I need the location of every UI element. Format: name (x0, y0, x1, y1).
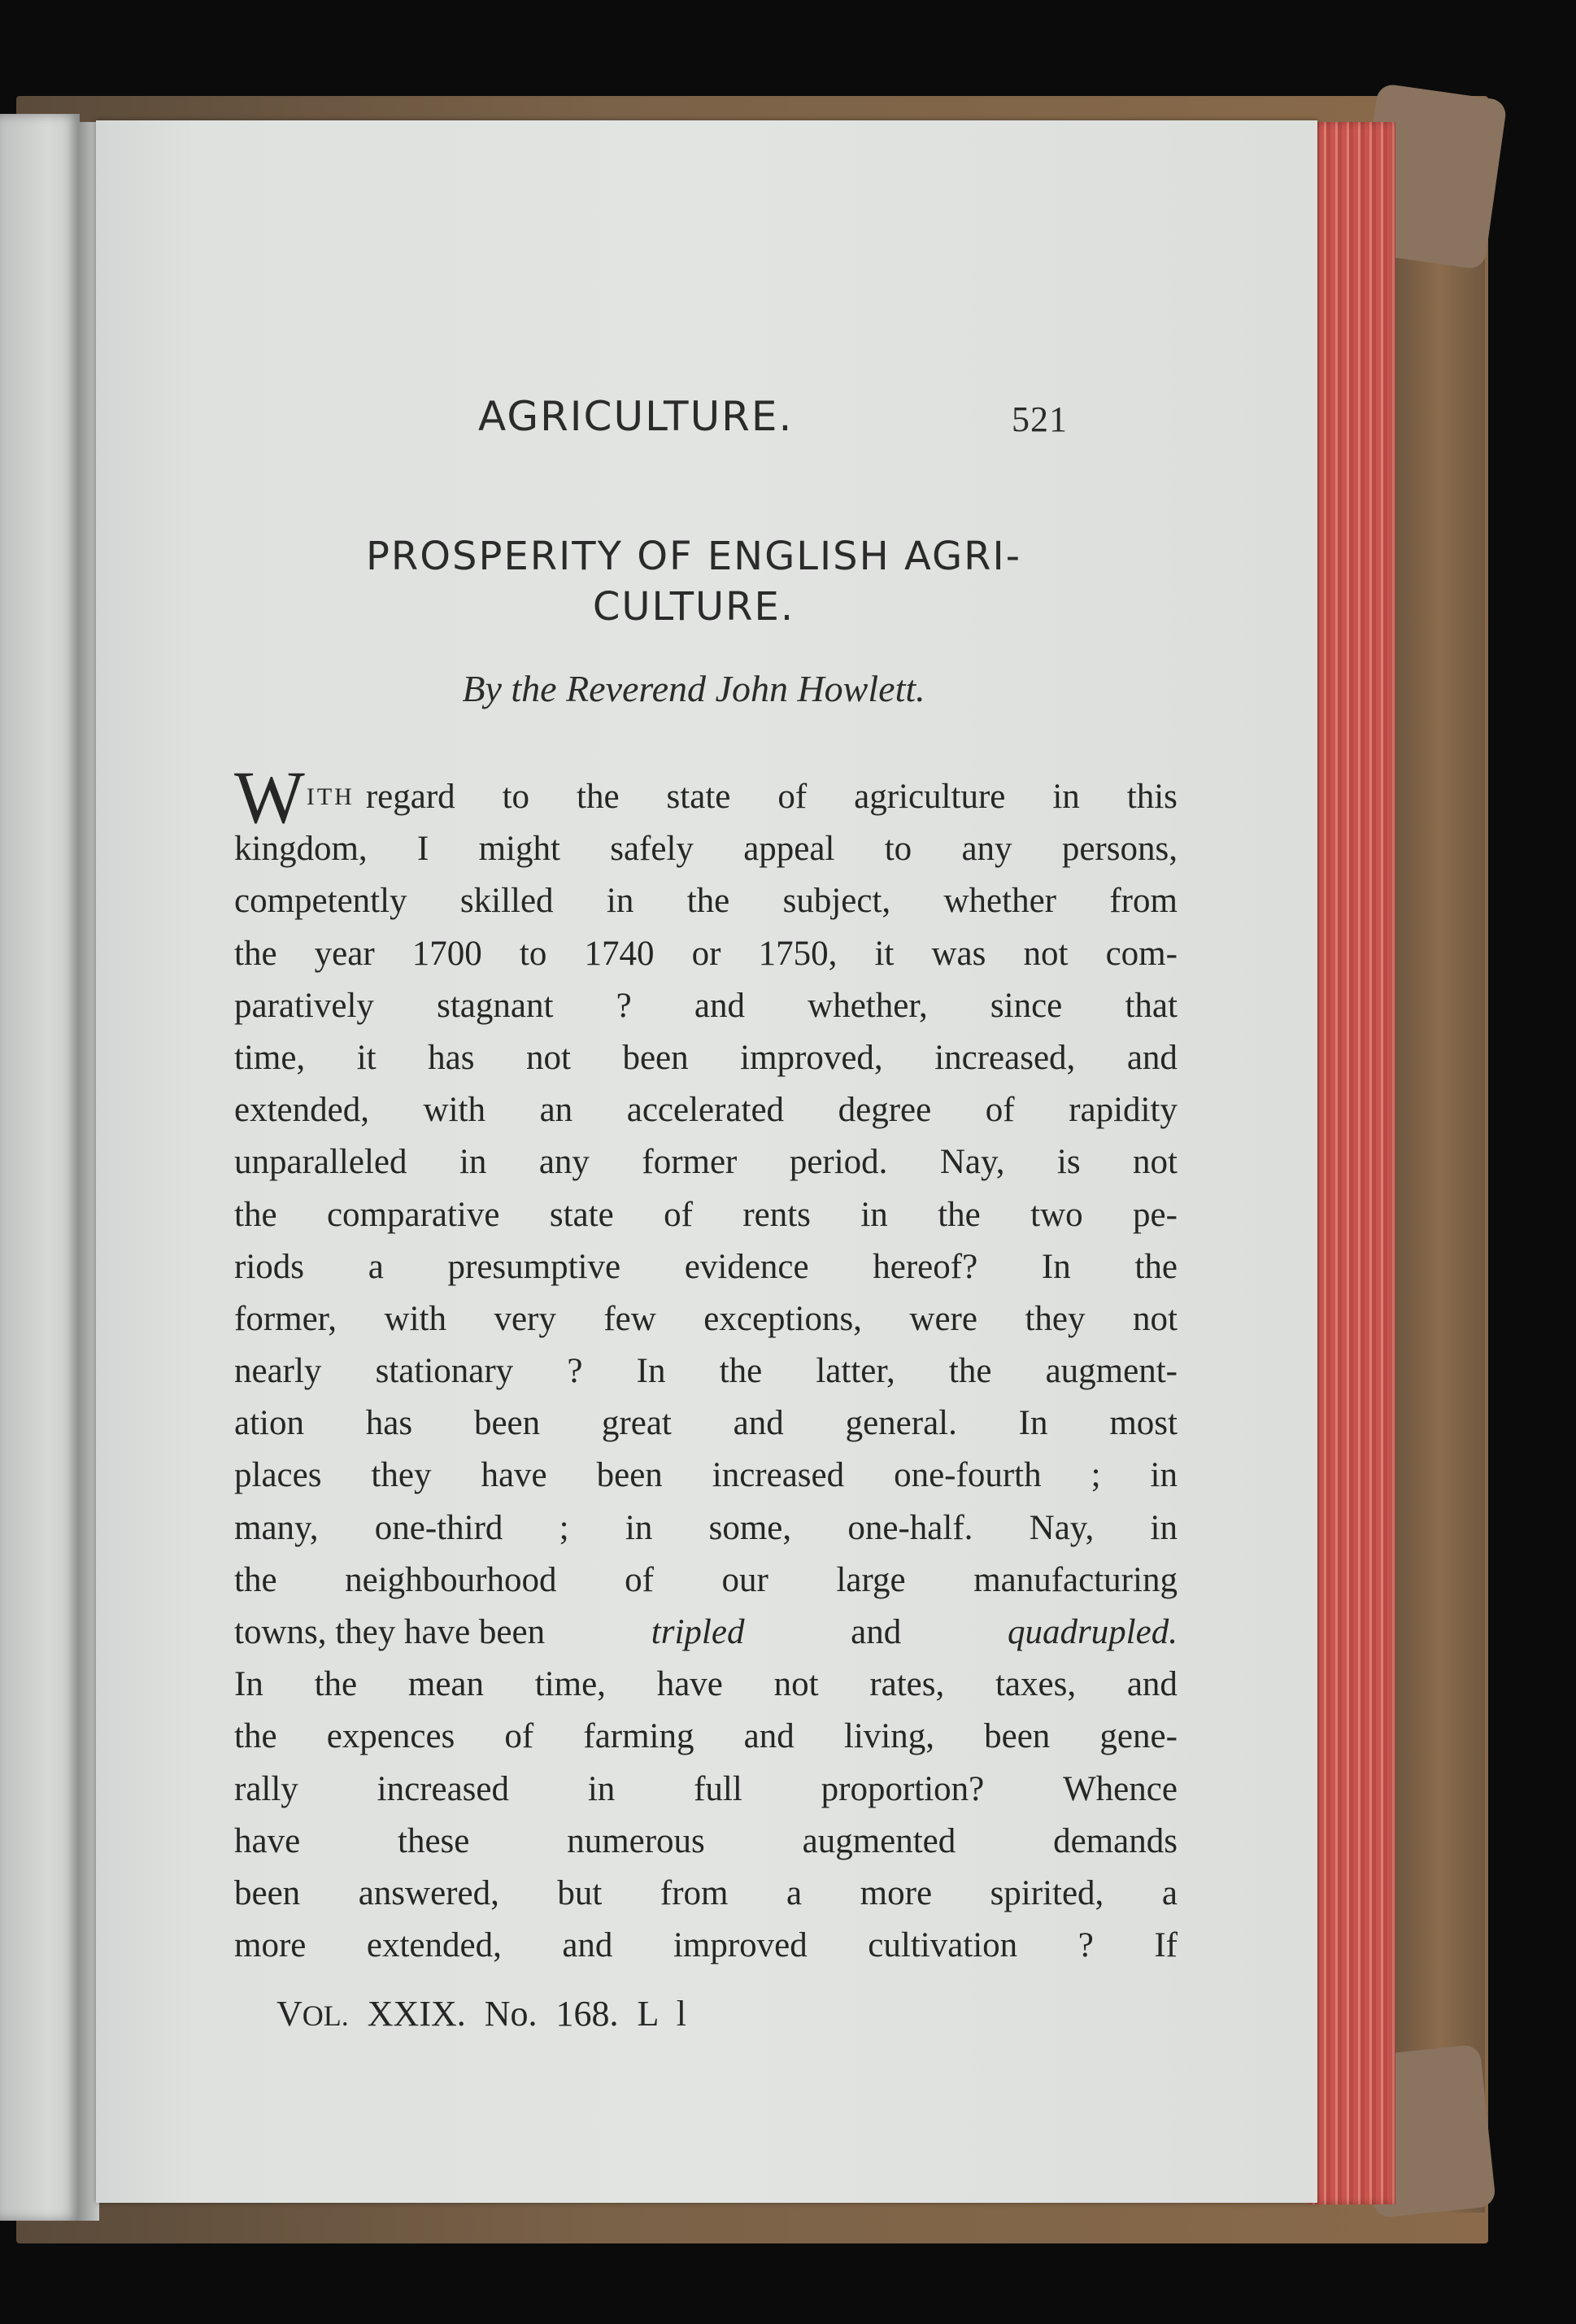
body-line-12 (234, 1397, 1178, 1450)
word: of (985, 1091, 1015, 1130)
word: not (1132, 1299, 1178, 1338)
word: taxes, (995, 1665, 1077, 1704)
word: the (234, 1560, 277, 1599)
word: skilled (459, 882, 554, 921)
word: the (1134, 1247, 1178, 1286)
word: In (636, 1352, 666, 1391)
word: or (691, 934, 721, 973)
word: this (1126, 778, 1178, 816)
word: com- (1105, 934, 1178, 973)
word: have (481, 1456, 547, 1495)
word: whether, (808, 986, 928, 1025)
word: appeal (743, 830, 835, 869)
word: hereof? (873, 1247, 978, 1286)
word: kingdom, (234, 830, 368, 869)
word: year (314, 934, 375, 973)
word: exceptions, (703, 1299, 862, 1338)
word: our (721, 1560, 768, 1599)
word: they (371, 1456, 432, 1495)
word: been (622, 1038, 689, 1077)
word: and (694, 986, 745, 1025)
word: rents (742, 1195, 811, 1234)
body-line-10 (234, 1293, 1178, 1345)
word: riods (234, 1247, 304, 1286)
word: to (519, 934, 547, 973)
article-title (226, 531, 1161, 632)
word: latter, (816, 1352, 895, 1391)
body-line-2 (234, 875, 1178, 927)
left-page-edge (0, 114, 80, 2221)
body-line-towns (234, 1607, 1178, 1659)
word: of (625, 1560, 654, 1599)
word: augment- (1045, 1352, 1178, 1391)
word: proportion? (821, 1769, 985, 1808)
word: it (874, 934, 895, 973)
vol-label (276, 1994, 349, 2034)
word: In (1041, 1247, 1071, 1286)
body-line-9 (234, 1241, 1178, 1293)
article-title-line-1: PROSPERITY OF ENGLISH AGRI- (365, 534, 1022, 579)
word: places (234, 1456, 322, 1495)
word: not (773, 1665, 819, 1704)
word: persons, (1061, 830, 1178, 869)
word: of (777, 778, 808, 816)
book-page (96, 120, 1317, 2203)
word: general. (845, 1404, 957, 1443)
body-line-11 (234, 1345, 1178, 1397)
word: 1740 (584, 934, 655, 973)
body-line-after-4 (234, 1816, 1178, 1868)
word: extended, (234, 1091, 369, 1130)
word: large (836, 1560, 906, 1599)
word: the (314, 1665, 358, 1704)
word: stationary (375, 1352, 514, 1391)
body-line-1 (234, 823, 1178, 875)
word: and (733, 1404, 784, 1443)
article-title-line-2: CULTURE. (592, 584, 795, 630)
word: and (743, 1717, 795, 1756)
word: former, (234, 1299, 337, 1338)
word: from (660, 1873, 729, 1912)
vol-number: XXIX. (367, 1994, 466, 2034)
word: In (234, 1665, 263, 1704)
word: ; (1091, 1456, 1101, 1495)
first-line-rest (366, 771, 1178, 823)
word: in (606, 882, 634, 921)
word: the (234, 934, 277, 973)
word: nearly (234, 1352, 322, 1391)
word: but (557, 1873, 603, 1912)
word: was (931, 934, 986, 973)
word: to (884, 830, 912, 869)
word: regard (365, 778, 455, 816)
word: a (1161, 1873, 1178, 1912)
word: rapidity (1069, 1091, 1178, 1130)
word: in (1150, 1456, 1178, 1495)
word: not (525, 1038, 571, 1077)
body-line-15 (234, 1554, 1178, 1607)
word: and (562, 1926, 613, 1965)
word: manufacturing (973, 1560, 1178, 1599)
word: has (365, 1404, 413, 1443)
word: few (603, 1299, 656, 1338)
word: to (502, 778, 530, 816)
byline (226, 667, 1161, 710)
word: most (1109, 1404, 1178, 1443)
word: were (909, 1299, 977, 1338)
word: since (990, 986, 1063, 1025)
body-line-13 (234, 1450, 1178, 1502)
word: farming (583, 1717, 694, 1756)
word: subject, (782, 882, 891, 921)
word: has (428, 1038, 475, 1077)
page-number: 521 (1012, 399, 1068, 439)
word: answered, (358, 1873, 499, 1912)
word: gene- (1099, 1717, 1178, 1756)
word: augmented (802, 1821, 956, 1860)
word: numerous (567, 1821, 705, 1860)
word: an (539, 1091, 573, 1130)
italic-quadrupled: quadrupled. (1007, 1613, 1178, 1651)
word: the (938, 1195, 981, 1234)
word: have (656, 1665, 723, 1704)
word: they (1025, 1299, 1086, 1338)
word: the (686, 882, 730, 921)
body-line-3 (234, 928, 1178, 980)
body-line-after-5 (234, 1868, 1178, 1920)
word: with (423, 1091, 485, 1130)
word: any (538, 1143, 590, 1182)
word: might (478, 830, 560, 869)
body-line-14 (234, 1502, 1178, 1554)
word: from (1109, 882, 1178, 921)
word: these (398, 1821, 470, 1860)
body-line-6 (234, 1084, 1178, 1136)
word: ? (1078, 1926, 1094, 1965)
word: mean (407, 1665, 484, 1704)
issue-number: No. 168. (484, 1994, 619, 2034)
word: the (234, 1717, 277, 1756)
word: with (384, 1299, 446, 1338)
byline-author: John Howlett. (715, 668, 925, 709)
word: Whence (1063, 1769, 1178, 1808)
word: any (961, 830, 1012, 869)
word: been (984, 1717, 1051, 1756)
running-head: AGRICULTURE. (478, 393, 794, 440)
word: very (494, 1299, 556, 1338)
word: one-third (374, 1508, 503, 1547)
word: Nay, (1029, 1508, 1095, 1547)
byline-prefix: By the Reverend (462, 668, 707, 709)
word: in (1052, 778, 1080, 816)
word: I (416, 830, 429, 869)
word: improved (673, 1926, 808, 1965)
word: have (234, 1821, 301, 1860)
word: a (786, 1873, 803, 1912)
body-line-5 (234, 1032, 1178, 1084)
word: the (719, 1352, 763, 1391)
body-line-7 (234, 1136, 1178, 1188)
word: period. (789, 1143, 888, 1182)
word: extended, (366, 1926, 502, 1965)
vol-initial: V (276, 1994, 303, 2034)
word: Nay, (939, 1143, 1005, 1182)
word: time, (234, 1038, 306, 1077)
word: degree (838, 1091, 932, 1130)
word: 1750, (758, 934, 838, 973)
word: unparalleled (234, 1143, 407, 1182)
word: more (860, 1873, 933, 1912)
word: competently (234, 882, 407, 921)
word: a (368, 1247, 384, 1286)
volume-signature (276, 1993, 686, 2034)
italic-tripled: tripled (651, 1613, 745, 1651)
word: whether (943, 882, 1056, 921)
drop-cap: W (234, 756, 305, 839)
word: safely (610, 830, 694, 869)
body-line-8 (234, 1189, 1178, 1241)
body-paragraph (234, 756, 1178, 1972)
word: in (860, 1195, 888, 1234)
word: it (356, 1038, 377, 1077)
word: cultivation (868, 1926, 1018, 1965)
word: improved, (740, 1038, 883, 1077)
word: ation (234, 1404, 304, 1443)
word: is (1056, 1143, 1081, 1182)
word: neighbourhood (345, 1560, 557, 1599)
word: accelerated (626, 1091, 785, 1130)
word: comparative (326, 1195, 500, 1234)
body-line-after-6 (234, 1920, 1178, 1972)
word: In (1018, 1404, 1048, 1443)
word: ? (616, 986, 632, 1025)
word: ; (559, 1508, 569, 1547)
word: the (948, 1352, 992, 1391)
towns-before: towns, they have been (234, 1613, 546, 1651)
word: paratively (234, 986, 374, 1025)
word: state (549, 1195, 614, 1234)
page-text (96, 120, 1317, 2203)
word: ? (567, 1352, 583, 1391)
word: 1700 (411, 934, 482, 973)
word: time, (534, 1665, 606, 1704)
body-line-4 (234, 980, 1178, 1032)
word: pe- (1133, 1195, 1178, 1234)
word: some, (708, 1508, 792, 1547)
word: been (596, 1456, 663, 1495)
word: increased (377, 1769, 509, 1808)
word: rally (234, 1769, 298, 1808)
word: spirited, (990, 1873, 1104, 1912)
word: one-fourth (894, 1456, 1042, 1495)
red-page-edges (1308, 122, 1395, 2204)
word: of (504, 1717, 534, 1756)
word: one-half. (847, 1508, 973, 1547)
word: many, (234, 1508, 319, 1547)
word: in (587, 1769, 616, 1808)
word: in (459, 1143, 487, 1182)
word: rates, (869, 1665, 945, 1704)
word: stagnant (437, 986, 554, 1025)
vol-small: OL. (302, 1999, 349, 2032)
word: presumptive (447, 1247, 621, 1286)
word: great (601, 1404, 672, 1443)
towns-mid: and (851, 1613, 902, 1651)
word: increased (712, 1456, 845, 1495)
word: evidence (684, 1247, 809, 1286)
body-line-after-3 (234, 1764, 1178, 1816)
word: in (1150, 1508, 1178, 1547)
word: living, (843, 1717, 934, 1756)
first-word-smallcaps: ITH (306, 783, 355, 810)
word: not (1023, 934, 1069, 973)
word: state (666, 778, 731, 816)
word: that (1125, 986, 1178, 1025)
word: and (1126, 1665, 1178, 1704)
word: been (234, 1873, 301, 1912)
word: in (625, 1508, 653, 1547)
word: of (664, 1195, 693, 1234)
word: demands (1053, 1821, 1178, 1860)
body-line-after-1 (234, 1659, 1178, 1711)
word: two (1030, 1195, 1083, 1234)
word: increased, (934, 1038, 1076, 1077)
body-line-first (234, 756, 1178, 839)
body-line-after-2 (234, 1711, 1178, 1763)
word: not (1133, 1143, 1178, 1182)
word: former (642, 1143, 738, 1182)
word: and (1126, 1038, 1178, 1077)
word: been (473, 1404, 541, 1443)
word: more (234, 1926, 307, 1965)
word: the (577, 778, 620, 816)
cover-edge (1395, 130, 1485, 2213)
word: agriculture (854, 778, 1006, 816)
word: full (694, 1769, 742, 1808)
word: the (234, 1195, 277, 1234)
word: If (1154, 1926, 1178, 1965)
word: expences (326, 1717, 455, 1756)
signature-mark: L l (637, 1994, 687, 2034)
